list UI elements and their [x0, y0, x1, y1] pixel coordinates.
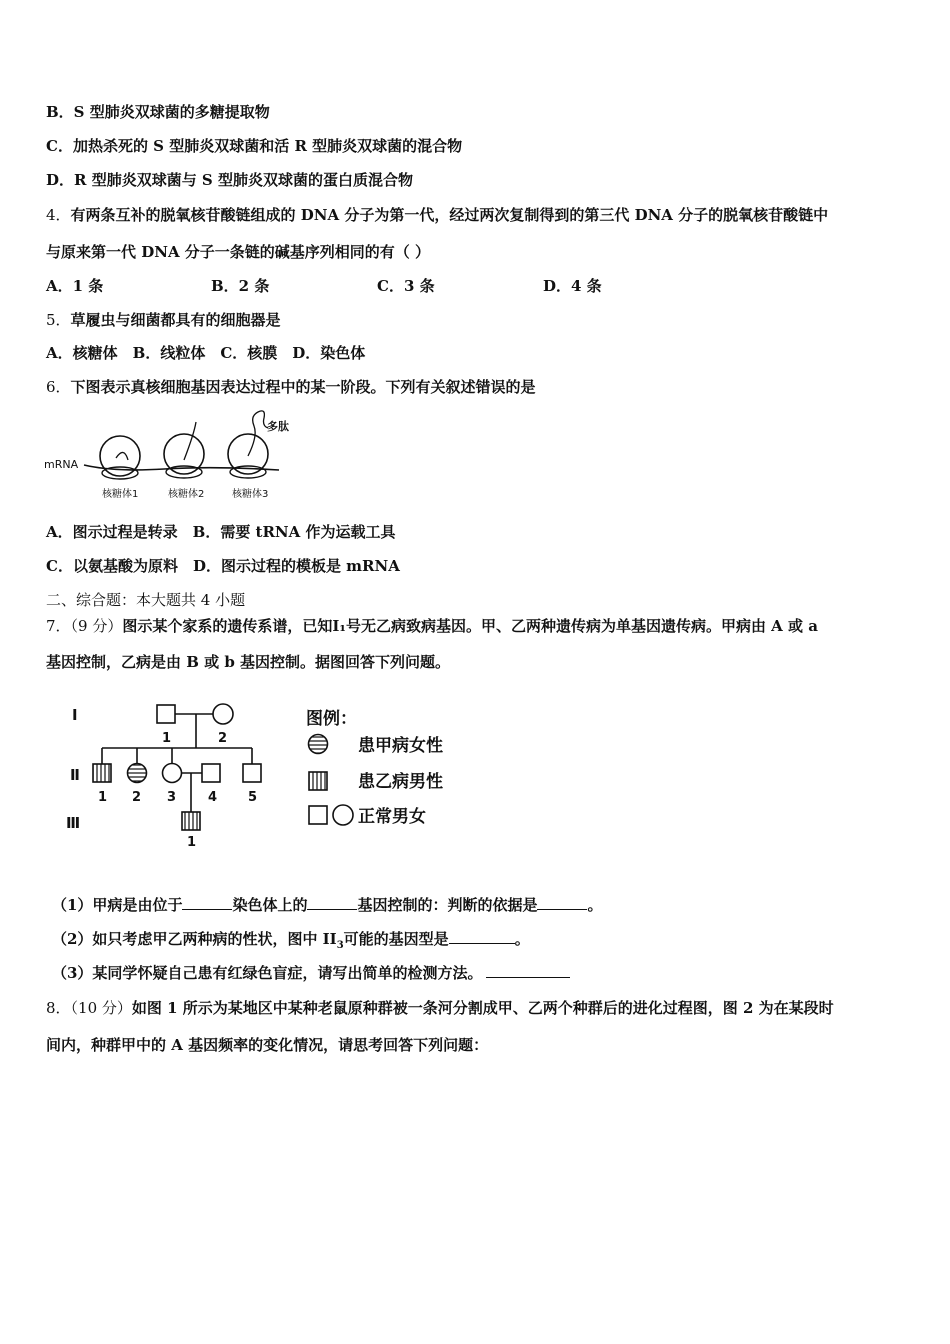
svg-text:1: 1: [162, 731, 172, 746]
svg-text:5: 5: [248, 790, 258, 805]
legend-normal-female-icon: [333, 805, 353, 825]
svg-text:1: 1: [98, 790, 108, 805]
gen-label-2: Ⅱ: [70, 766, 80, 784]
legend-item-3: 正常男女: [358, 807, 426, 827]
q3-option-b: B．S 型肺炎双球菌的多糖提取物: [46, 103, 270, 121]
q5-stem: 5．草履虫与细菌都具有的细胞器是: [46, 311, 281, 329]
q4-option-a: A．1 条: [46, 277, 104, 295]
pedigree-figure: [60, 696, 480, 856]
ribosome-label-3: 核糖体3: [232, 489, 269, 500]
legend-item-2: 患乙病男性: [358, 772, 443, 792]
q7-sub3: （3）某同学怀疑自己患有红绿色盲症，请写出简单的检测方法。: [52, 963, 570, 983]
q4-stem-line1: 4．有两条互补的脱氧核苷酸链组成的 DNA 分子为第一代，经过两次复制得到的第三代 DNA 分子的脱氧核苷酸链中: [46, 206, 829, 224]
II-2-female-disease-a: [128, 764, 147, 783]
svg-text:3: 3: [167, 790, 177, 805]
II-1-male-disease-b: [93, 764, 111, 782]
q7-sub1: （1）甲病是由位于 染色体上的 基因控制的：判断的依据是 。: [52, 896, 603, 914]
q6-options-line1: A．图示过程是转录 B．需要 tRNA 作为运载工具: [46, 523, 396, 541]
q7-score: （9 分）: [70, 617, 123, 635]
q5-number: 5．: [46, 311, 71, 329]
mrna-label: mRNA: [44, 458, 79, 471]
q4-stem-line2: 与原来第一代 DNA 分子一条链的碱基序列相同的有（ ）: [46, 243, 431, 261]
q4-number: 4．: [46, 206, 71, 224]
q7-sub2-blank[interactable]: [449, 929, 515, 944]
svg-text:2: 2: [218, 731, 228, 746]
q3-option-d: D．R 型肺炎双球菌与 S 型肺炎双球菌的蛋白质混合物: [46, 171, 413, 189]
peptide-label: 多肽: [267, 420, 289, 433]
II-4-male: [202, 764, 220, 782]
I-2-female: [213, 704, 233, 724]
legend-female-a-icon: [309, 735, 328, 754]
II-5-male: [243, 764, 261, 782]
q3-option-c: C．加热杀死的 S 型肺炎双球菌和活 R 型肺炎双球菌的混合物: [46, 137, 463, 155]
I-1-male: [157, 705, 175, 723]
svg-text:2: 2: [132, 790, 142, 805]
legend-male-b-icon: [309, 772, 327, 790]
ribosome-label-1: 核糖体1: [102, 489, 139, 500]
svg-text:4: 4: [208, 790, 218, 805]
q4-option-d: D．4 条: [543, 277, 602, 295]
q7-sub1-blank1[interactable]: [182, 895, 232, 910]
ribosome-1: [100, 436, 140, 479]
II-3-female: [163, 764, 182, 783]
q7-stem-line2: 基因控制，乙病是由 B 或 b 基因控制。据图回答下列问题。: [46, 653, 451, 671]
q7-sub1-blank3[interactable]: [537, 895, 587, 910]
q6-number: 6．: [46, 378, 71, 396]
III-1-male-disease-b: [182, 812, 200, 830]
q7-stem-line1: 7．（9 分）图示某个家系的遗传系谱，已知Ⅰ₁号无乙病致病基因。甲、乙两种遗传病为单基因遗传病。甲病由 A 或 a: [46, 617, 818, 635]
legend-normal-male-icon: [309, 806, 327, 824]
ribosome-2: [164, 422, 204, 478]
gen-label-3: Ⅲ: [66, 814, 81, 832]
legend-title: 图例：: [306, 709, 357, 729]
q5-options: A．核糖体 B．线粒体 C．核膜 D．染色体: [46, 344, 366, 362]
q7-sub3-blank[interactable]: [486, 963, 570, 978]
translation-figure: [44, 408, 304, 506]
q6-stem: 6．下图表示真核细胞基因表达过程中的某一阶段。下列有关叙述错误的是: [46, 378, 536, 396]
q6-options-line2: C．以氨基酸为原料 D．图示过程的模板是 mRNA: [46, 557, 400, 575]
gen-label-1: Ⅰ: [72, 706, 78, 724]
q4-option-c: C．3 条: [377, 277, 435, 295]
section2-title: 二、综合题：本大题共 4 小题: [46, 591, 246, 609]
q7-sub1-blank2[interactable]: [307, 895, 357, 910]
q4-option-b: B．2 条: [211, 277, 270, 295]
q8-score: （10 分）: [70, 999, 132, 1017]
q7-number: 7．: [46, 617, 71, 635]
ribosome-label-2: 核糖体2: [168, 489, 205, 500]
q8-stem-line2: 间内，种群甲中的 A 基因频率的变化情况，请思考回答下列问题：: [46, 1036, 489, 1054]
legend-item-1: 患甲病女性: [358, 736, 443, 756]
q7-sub2: （2）如只考虑甲乙两种病的性状，图中 $II_3$可能的基因型是 。: [52, 930, 530, 951]
svg-text:1: 1: [187, 835, 197, 850]
q8-number: 8．: [46, 999, 71, 1017]
q8-stem-line1: 8．（10 分）如图 1 所示为某地区中某种老鼠原种群被一条河分割成甲、乙两个种群后的进化过程图，图 2 为在某段时: [46, 999, 834, 1017]
